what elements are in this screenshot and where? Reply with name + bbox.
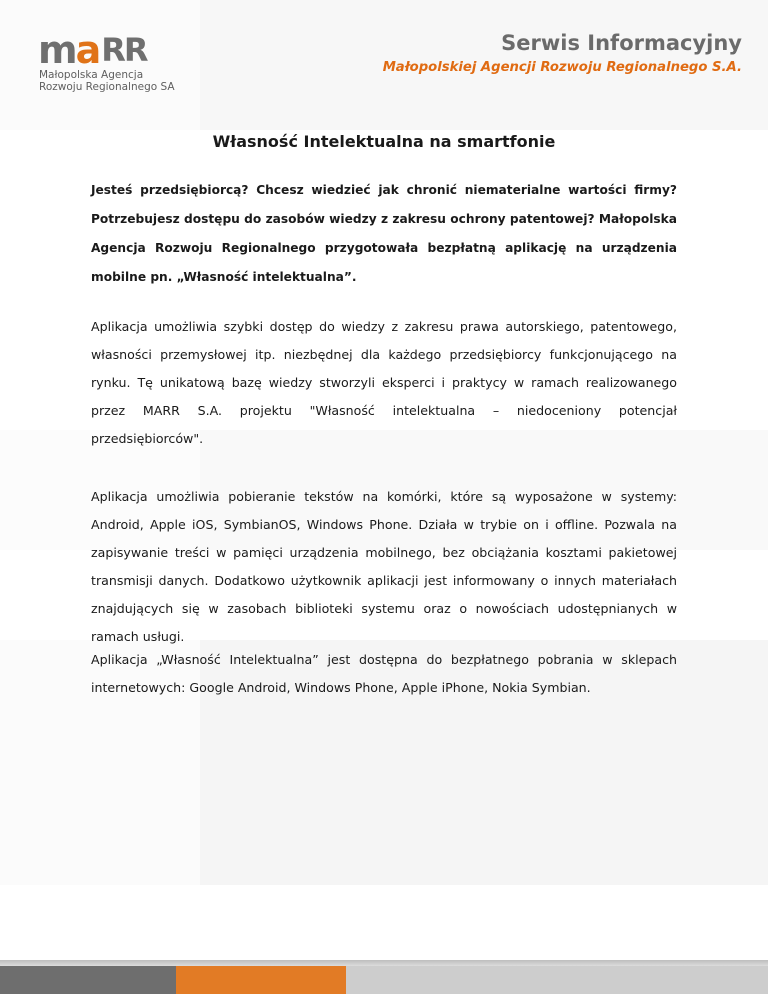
marr-logo <box>38 28 198 97</box>
marr-logo-mark: m a RR <box>38 28 147 72</box>
logo-line-2: Rozwoju Regionalnego SA <box>39 81 175 93</box>
document-title: Własność Intelektualna na smartfonie <box>212 132 556 151</box>
footer-stripe <box>0 960 768 994</box>
footer-top-line <box>0 960 768 966</box>
logo-line-1: Małopolska Agencja <box>39 69 144 81</box>
body-paragraph-3: Aplikacja „Własność Intelektualna” jest dostępna do bezpłatnego pobrania w sklepach internetowych: Google Android, Windows Phone, Apple iPhone, Nokia Symbian. <box>91 652 677 695</box>
body-paragraph-1: Aplikacja umożliwia szybki dostęp do wiedzy z zakresu prawa autorskiego, patentowego, własności przemysłowej itp. niezbędnej dla każdego przedsiębiorcy funkcjonującego na rynku. Tę unikatową bazę wiedzy stworzyli eksperci i praktycy w ramach realizowanego przez MARR S.A. projektu "Własność intelektualna – niedoceniony potencjał przedsiębiorców". <box>91 319 677 446</box>
service-subtitle: Małopolskiej Agencji Rozwoju Regionalnego S.A. <box>382 60 742 75</box>
service-title: Serwis Informacyjny <box>501 31 742 55</box>
intro-paragraph: Jesteś przedsiębiorcą? Chcesz wiedzieć jak chronić niematerialne wartości firmy? Potrzebujesz dostępu do zasobów wiedzy z zakresu ochrony patentowej? Małopolska Agencja Rozwoju Regionalnego przygotowała bezpłatną aplikację na urządzenia mobilne pn. „Własność intelektualna”. <box>91 183 677 284</box>
body-paragraph-2: Aplikacja umożliwia pobieranie tekstów na komórki, które są wyposażone w systemy: Android, Apple iOS, SymbianOS, Windows Phone. Działa w trybie on i offline. Pozwala na zapisywanie treści w pamięci urządzenia mobilnego, bez obciążania kosztami pakietowej transmisji danych. Dodatkowo użytkownik aplikacji jest informowany o innych materiałach znajdujących się w zasobach biblioteki systemu oraz o nowościach udostępnianych w ramach usługi. <box>91 489 677 644</box>
service-header <box>383 30 742 78</box>
logo-agency-name <box>39 69 175 93</box>
